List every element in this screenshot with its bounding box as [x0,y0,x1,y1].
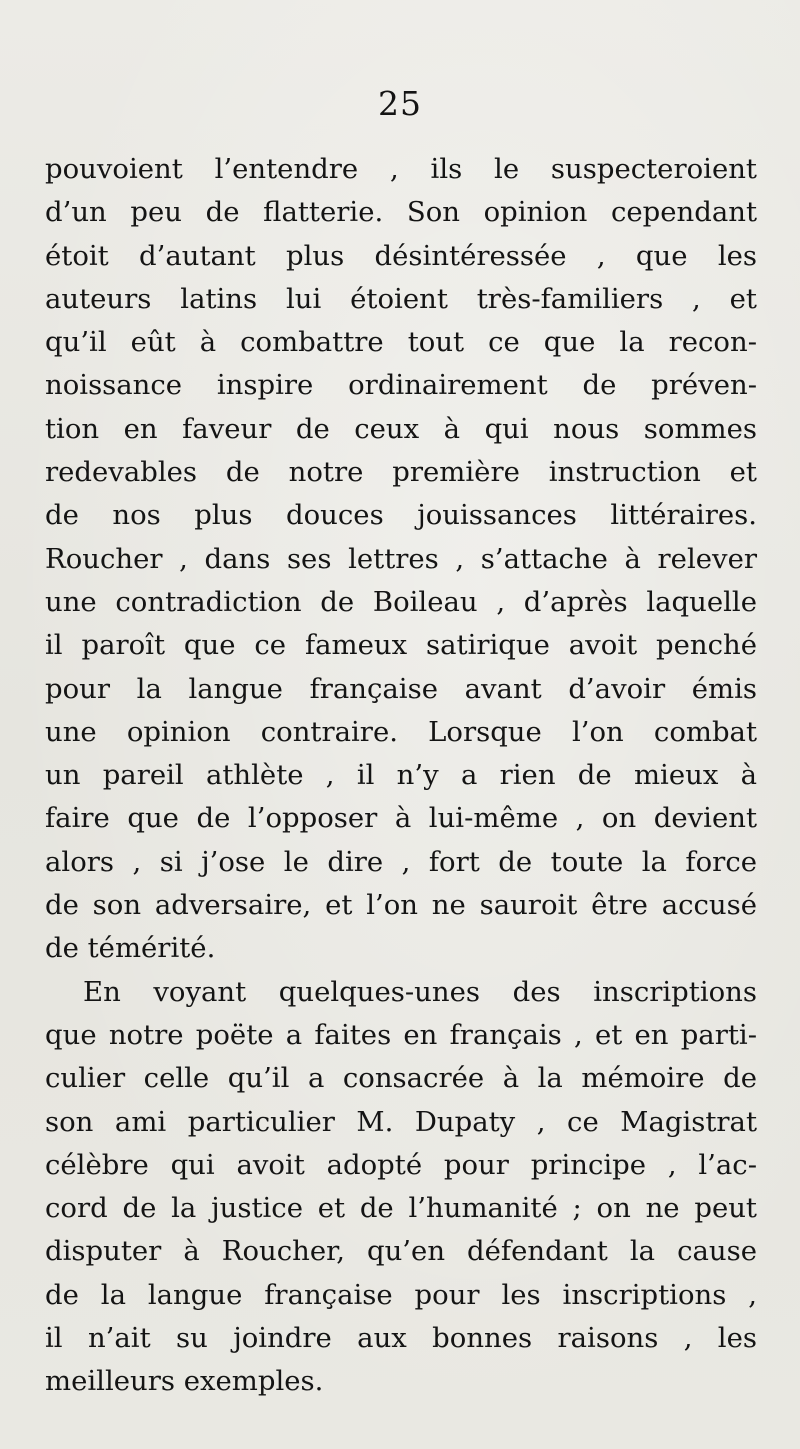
text-line: de la langue française pour les inscriptions , [45,1278,757,1311]
text-line: il n’ait su joindre aux bonnes raisons , les [45,1322,757,1355]
text-line: redevables de notre première instruction et [45,456,757,489]
page-number: 25 [378,84,422,123]
text-line: célèbre qui avoit adopté pour principe , l’ac- [45,1148,757,1181]
text-line: de son adversaire, et l’on ne sauroit être accusé [45,889,757,922]
paragraph-2 [45,971,757,1404]
paragraph-1 [45,148,757,971]
text-line: faire que de l’opposer à lui-même , on devient [45,802,757,835]
text-line: Roucher , dans ses lettres , s’attache à relever [45,542,757,575]
text-line: de témérité. [45,932,216,965]
text-line: meilleurs exemples. [45,1365,324,1398]
text-line: d’un peu de flatterie. Son opinion cependant [45,196,757,229]
text-line: cord de la justice et de l’humanité ; on ne peut [45,1192,757,1225]
text-line: un pareil athlète , il n’y a rien de mieux à [45,759,757,792]
text-line: auteurs latins lui étoient très-familiers , et [45,282,757,315]
text-line: noissance inspire ordinairement de préven- [45,369,757,402]
text-line: pouvoient l’entendre , ils le suspecteroient [45,153,757,185]
text-line: son ami particulier M. Dupaty , ce Magistrat [45,1105,757,1138]
text-line: culier celle qu’il a consacrée à la mémoire de [45,1062,757,1095]
text-line: alors , si j’ose le dire , fort de toute la force [45,845,757,878]
text-line: que notre poëte a faites en français , et en parti- [45,1018,757,1051]
text-line: En voyant quelques-unes des inscriptions [83,975,757,1008]
text-line: qu’il eût à combattre tout ce que la recon- [45,326,757,359]
text-line: étoit d’autant plus désintéressée , que les [45,239,757,272]
text-line: une contradiction de Boileau , d’après laquelle [45,585,757,618]
text-line: disputer à Roucher, qu’en défendant la cause [45,1235,757,1268]
text-line: tion en faveur de ceux à qui nous sommes [45,412,757,445]
text-line: pour la langue française avant d’avoir émis [45,672,757,705]
text-line: une opinion contraire. Lorsque l’on combat [45,715,757,748]
text-line: il paroît que ce fameux satirique avoit penché [45,629,757,662]
body-text [45,148,757,1404]
text-line: de nos plus douces jouissances littéraires. [45,499,757,532]
